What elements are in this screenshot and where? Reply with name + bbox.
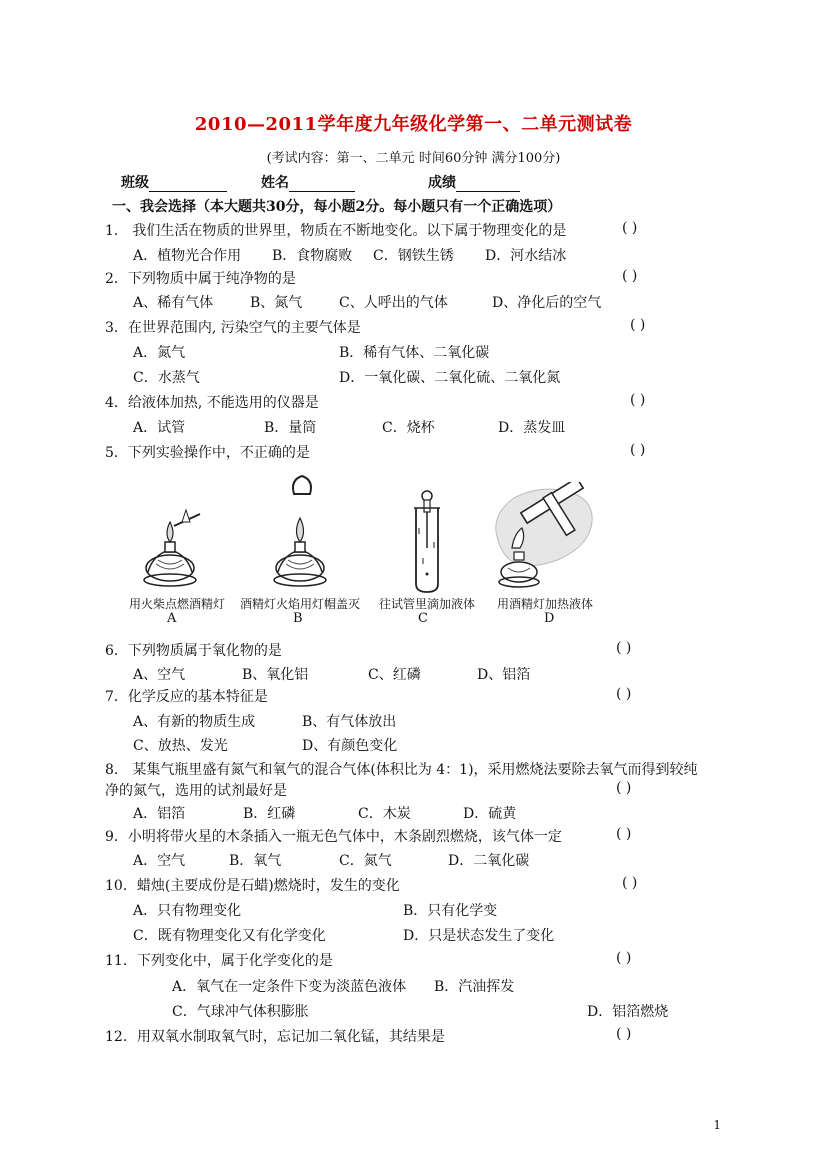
option: C．气球冲气体积膨胀 [172,1004,309,1020]
option: B、有气体放出 [302,714,397,730]
question-stem: 11．下列变化中，属于化学变化的是 [105,953,333,969]
option: B．汽油挥发 [434,979,515,995]
option: D．一氧化碳、二氧化硫、二氧化氮 [339,370,561,386]
test-tube-dropper-figure [404,488,450,594]
question-stem: 12．用双氧水制取氧气时，忘记加二氧化锰，其结果是 [105,1029,445,1045]
option: A、稀有气体 [133,295,214,311]
option: C．钢铁生锈 [373,248,454,264]
answer-paren[interactable]: ( ) [616,640,632,656]
option: C．既有物理变化又有化学变化 [133,928,326,944]
heating-liquid-figure [492,482,602,594]
class-label: 班级 [121,175,149,191]
class-field [121,172,227,192]
option: C、放热、发光 [133,738,228,754]
answer-paren[interactable]: ( ) [622,220,638,236]
figure-caption: 用火柴点燃酒精灯 [129,597,226,611]
question-stem: 5．下列实验操作中，不正确的是 [105,445,310,461]
answer-paren[interactable]: ( ) [616,686,632,702]
answer-paren[interactable]: ( ) [622,268,638,284]
alcohol-lamp-match-figure [138,500,208,592]
section-heading: 一、我会选择（本大题共30分，每小题2分。每小题只有一个正确选项） [112,199,562,215]
alcohol-lamp-cap-figure [268,470,338,592]
option: D．二氧化碳 [448,853,530,869]
option: B．只有化学变 [403,903,498,919]
score-label: 成绩 [428,175,456,191]
name-blank[interactable] [289,177,355,192]
option: A．试管 [133,420,186,436]
question-stem: 9．小明将带火星的木条插入一瓶无色气体中，木条剧烈燃烧，该气体一定 [105,829,562,845]
figure-letter: C [418,611,428,626]
option: D．硫黄 [463,806,517,822]
option: B．食物腐败 [272,248,353,264]
option: D、有颜色变化 [302,738,398,754]
answer-paren[interactable]: ( ) [630,442,646,458]
name-field [261,172,355,192]
question-stem: 7．化学反应的基本特征是 [105,689,268,705]
option: A．氮气 [133,345,186,361]
answer-paren[interactable]: ( ) [616,950,632,966]
option: A、有新的物质生成 [133,714,256,730]
question-stem: 3．在世界范围内, 污染空气的主要气体是 [105,320,361,336]
answer-paren[interactable]: ( ) [622,875,638,891]
figure-caption: 往试管里滴加液体 [379,597,476,611]
figure-letter: D [544,611,555,626]
question-stem: 8． 某集气瓶里盛有氮气和氧气的混合气体(体积比为 4：1)，采用燃烧法要除去氧气而得到较纯 [105,762,698,778]
class-blank[interactable] [149,177,227,192]
exam-title: 2010—2011学年度九年级化学第一、二单元测试卷 [194,114,633,135]
question-stem: 4．给液体加热, 不能选用的仪器是 [105,395,319,411]
option: B．稀有气体、二氧化碳 [339,345,490,361]
question-stem: 1． 我们生活在物质的世界里，物质在不断地变化。以下属于物理变化的是 [105,223,567,239]
question-stem: 10．蜡烛(主要成份是石蜡)燃烧时，发生的变化 [105,878,400,894]
option: B．量筒 [264,420,317,436]
figure-caption: 酒精灯火焰用灯帽盖灭 [240,597,361,611]
option: B．红磷 [243,806,296,822]
question-stem: 6．下列物质属于氧化物的是 [105,643,282,659]
option: A．氧气在一定条件下变为淡蓝色液体 [172,979,407,995]
option: C．水蒸气 [133,370,200,386]
question-stem: 2．下列物质中属于纯净物的是 [105,271,296,287]
answer-paren[interactable]: ( ) [630,392,646,408]
figure-letter: A [167,611,177,626]
answer-paren[interactable]: ( ) [616,826,632,842]
exam-subtitle: (考试内容：第一、二单元 时间60分钟 满分100分) [266,151,561,166]
option: C．烧杯 [382,420,435,436]
option: B、氮气 [250,295,303,311]
question-stem-cont: 净的氮气，选用的试剂最好是 [105,783,287,799]
option: B．氧气 [229,853,282,869]
option: C、红磷 [368,667,421,683]
option: A．植物光合作用 [133,248,242,264]
option: A．铝箔 [133,806,186,822]
option: A、空气 [133,667,186,683]
option: A．只有物理变化 [133,903,242,919]
score-blank[interactable] [456,177,520,192]
option: D．铝箔燃烧 [587,1004,669,1020]
option: D．蒸发皿 [498,420,566,436]
score-field [428,172,520,192]
answer-paren[interactable]: ( ) [630,317,646,333]
option: C、人呼出的气体 [339,295,448,311]
answer-paren[interactable]: ( ) [616,1026,632,1042]
page-number: 1 [713,1118,721,1132]
option: C．木炭 [358,806,411,822]
option: D．河水结冰 [485,248,567,264]
figure-caption: 用酒精灯加热液体 [497,597,594,611]
name-label: 姓名 [261,175,289,191]
option: D、净化后的空气 [492,295,602,311]
answer-paren[interactable]: ( ) [616,780,632,796]
option: B、氧化铝 [242,667,309,683]
option: A．空气 [133,853,186,869]
option: C．氮气 [339,853,392,869]
option: D、铝箔 [477,667,531,683]
option: D．只是状态发生了变化 [403,928,555,944]
figure-letter: B [293,611,303,626]
